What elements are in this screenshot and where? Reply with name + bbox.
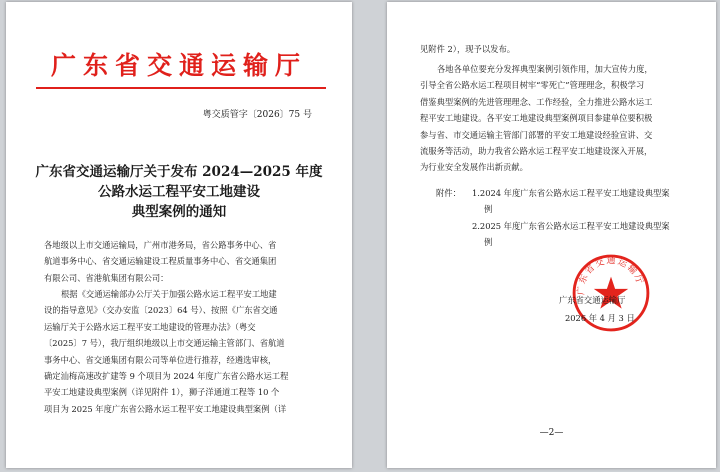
text-line: 运输厅关于公路水运工程平安工地建设的管理办法》（粤交 [44, 321, 256, 332]
body-paragraph [44, 286, 288, 417]
red-header: 广东省交通运输厅 [50, 51, 307, 80]
text-line: 各地各单位要充分发挥典型案例引领作用，加大宣传力度， [437, 64, 653, 74]
text-line: 平安工地建设典型案例（详见附件 1），狮子洋通道工程等 10 个 [44, 387, 280, 398]
text-line: 事务中心、省交通集团有限公司等单位进行推荐，经遴选审核， [44, 354, 277, 365]
body-paragraph [420, 61, 653, 176]
text-line: 项目为 2025 年度广东省公路水运工程平安工地建设典型案例（详 [44, 403, 287, 414]
text-line: 程平安工地建设。各平安工地建设典型案例项目参建单位要积极 [420, 113, 653, 124]
document-number: 粤交质管字〔2026〕75 号 [202, 110, 312, 120]
document-page-2 [387, 2, 716, 468]
text-line: 〔2025〕7 号），我厅组织地级以上市交通运输主管部门、省航道 [44, 338, 285, 349]
attachment-item: 例 [484, 237, 493, 248]
text-line: 有限公司、省港航集团有限公司： [44, 272, 169, 283]
title-line: 公路水运工程平安工地建设 [98, 184, 260, 200]
signer: 广东省交通运输厅 [559, 295, 626, 305]
attachment-item: 1.2024 年度广东省公路水运工程平安工地建设典型案 [472, 188, 670, 198]
text-line: 为行业安全发展作出新贡献。 [420, 162, 528, 173]
text-line: 借鉴典型案例的先进管理理念、工作经验，全力推进公路水运工 [420, 96, 653, 107]
title-line: 典型案例的通知 [131, 204, 227, 220]
attachments-label: 附件： [436, 188, 461, 198]
attachment-item: 2.2025 年度广东省公路水运工程平安工地建设典型案 [472, 220, 670, 231]
text-line: 各地级以上市交通运输局，广州市港务局，省公路事务中心、省 [44, 240, 277, 250]
text-line: 流服务等活动，助力我省公路水运工程平安工地建设深入开展， [420, 146, 653, 157]
text-line: 设的指导意见》（交办安监〔2023〕64 号）、按照《广东省交通 [44, 305, 278, 316]
attachments-list [472, 185, 670, 251]
page-number: —2— [539, 428, 564, 438]
text-line: 引导全省公路水运工程项目树牢“零死亡”管理理念，积极学习 [420, 80, 645, 91]
text-line: 确定汕梅高速改扩建等 9 个项目为 2024 年度广东省公路水运工程 [44, 371, 289, 382]
attachment-item: 例 [484, 204, 493, 215]
text-line: 参与省、市交通运输主管部门部署的平安工地建设经验宣讲、交 [420, 129, 653, 140]
title-line: 广东省交通运输厅关于发布 2024—2025 年度 [35, 164, 323, 180]
document-page-1 [6, 2, 352, 468]
issue-date: 2026 年 4 月 3 日 [565, 313, 635, 323]
text-line: 根据《交通运输部办公厅关于加强公路水运工程平安工地建 [61, 289, 277, 299]
seal-text: 广东省交通运输厅 [576, 256, 645, 296]
recipients [44, 237, 276, 286]
continuation-line: 见附件 2），现予以发布。 [420, 44, 516, 54]
red-divider-line [36, 87, 326, 89]
text-line: 航道事务中心、省交通运输建设工程质量事务中心、省交通集团 [44, 256, 277, 267]
document-title [6, 162, 352, 222]
